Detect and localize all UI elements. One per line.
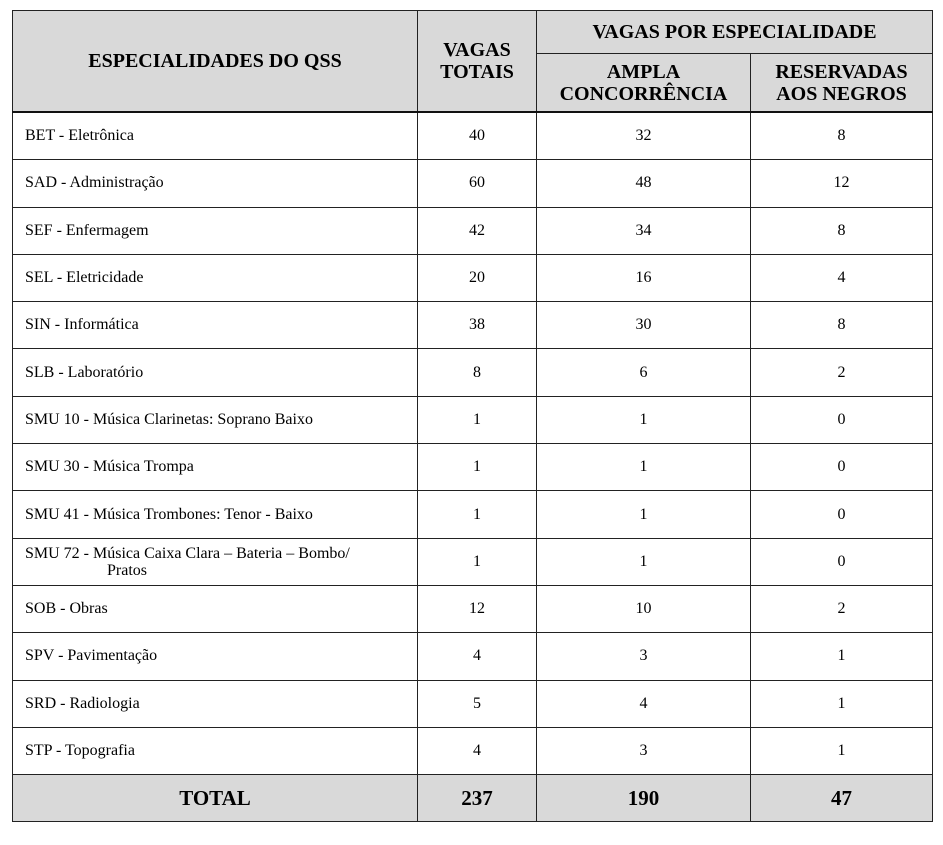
reservadas-cell: 8 — [751, 302, 933, 349]
ampla-cell: 48 — [537, 160, 751, 207]
especialidade-cell: SRD - Radiologia — [13, 680, 418, 727]
reservadas-cell: 1 — [751, 727, 933, 774]
reservadas-cell: 12 — [751, 160, 933, 207]
vagas-totais-cell: 8 — [418, 349, 537, 396]
vagas-totais-cell: 12 — [418, 585, 537, 632]
vagas-totais-cell: 38 — [418, 302, 537, 349]
especialidade-cell: BET - Eletrônica — [13, 112, 418, 160]
vagas-table — [12, 10, 933, 822]
especialidade-cell: STP - Topografia — [13, 727, 418, 774]
reservadas-cell: 8 — [751, 207, 933, 254]
especialidade-cell: SMU 10 - Música Clarinetas: Soprano Baixo — [13, 396, 418, 443]
ampla-cell: 30 — [537, 302, 751, 349]
vagas-totais-cell: 1 — [418, 491, 537, 538]
table-row — [13, 538, 933, 585]
table-row — [13, 444, 933, 491]
especialidade-cell: SAD - Administração — [13, 160, 418, 207]
vagas-totais-cell: 20 — [418, 254, 537, 301]
especialidade-cell: SEL - Eletricidade — [13, 254, 418, 301]
table-header — [13, 11, 933, 113]
table-row — [13, 302, 933, 349]
total-reservadas: 47 — [751, 775, 933, 822]
especialidade-cell: SLB - Laboratório — [13, 349, 418, 396]
table-row — [13, 349, 933, 396]
table-row — [13, 160, 933, 207]
table-row — [13, 727, 933, 774]
table-row — [13, 585, 933, 632]
ampla-cell: 10 — [537, 585, 751, 632]
especialidade-cell: SEF - Enfermagem — [13, 207, 418, 254]
reservadas-cell: 0 — [751, 538, 933, 585]
header-reservadas-aos-negros: RESERVADAS AOS NEGROS — [751, 54, 933, 113]
ampla-cell: 1 — [537, 444, 751, 491]
total-ampla: 190 — [537, 775, 751, 822]
ampla-cell: 3 — [537, 727, 751, 774]
header-vagas-totais: VAGAS TOTAIS — [418, 11, 537, 113]
document-page — [12, 10, 932, 822]
table-row — [13, 254, 933, 301]
ampla-cell: 34 — [537, 207, 751, 254]
total-label: TOTAL — [13, 775, 418, 822]
ampla-cell: 1 — [537, 396, 751, 443]
reservadas-cell: 2 — [751, 585, 933, 632]
header-especialidades: ESPECIALIDADES DO QSS — [13, 11, 418, 113]
reservadas-cell: 4 — [751, 254, 933, 301]
reservadas-cell: 1 — [751, 633, 933, 680]
vagas-totais-cell: 60 — [418, 160, 537, 207]
table-body — [13, 112, 933, 775]
reservadas-cell: 8 — [751, 112, 933, 160]
especialidade-cell: SMU 72 - Música Caixa Clara – Bateria – Bombo/ Pratos — [13, 538, 418, 585]
reservadas-cell: 0 — [751, 444, 933, 491]
table-row — [13, 396, 933, 443]
table-footer — [13, 775, 933, 822]
reservadas-cell: 0 — [751, 491, 933, 538]
vagas-totais-cell: 5 — [418, 680, 537, 727]
table-row — [13, 633, 933, 680]
especialidade-cell: SIN - Informática — [13, 302, 418, 349]
ampla-cell: 1 — [537, 538, 751, 585]
table-row — [13, 207, 933, 254]
ampla-cell: 32 — [537, 112, 751, 160]
table-row — [13, 112, 933, 160]
vagas-totais-cell: 40 — [418, 112, 537, 160]
especialidade-cell: SOB - Obras — [13, 585, 418, 632]
especialidade-cell: SMU 41 - Música Trombones: Tenor - Baixo — [13, 491, 418, 538]
total-row — [13, 775, 933, 822]
vagas-totais-cell: 1 — [418, 444, 537, 491]
reservadas-cell: 2 — [751, 349, 933, 396]
header-ampla-concorrencia: AMPLA CONCORRÊNCIA — [537, 54, 751, 113]
reservadas-cell: 0 — [751, 396, 933, 443]
table-row — [13, 491, 933, 538]
total-vagas-totais: 237 — [418, 775, 537, 822]
vagas-totais-cell: 42 — [418, 207, 537, 254]
vagas-totais-cell: 1 — [418, 538, 537, 585]
reservadas-cell: 1 — [751, 680, 933, 727]
vagas-totais-cell: 4 — [418, 727, 537, 774]
ampla-cell: 4 — [537, 680, 751, 727]
ampla-cell: 16 — [537, 254, 751, 301]
ampla-cell: 3 — [537, 633, 751, 680]
especialidade-cell: SPV - Pavimentação — [13, 633, 418, 680]
vagas-totais-cell: 4 — [418, 633, 537, 680]
ampla-cell: 1 — [537, 491, 751, 538]
especialidade-cell: SMU 30 - Música Trompa — [13, 444, 418, 491]
table-row — [13, 680, 933, 727]
ampla-cell: 6 — [537, 349, 751, 396]
header-vagas-por-especialidade: VAGAS POR ESPECIALIDADE — [537, 11, 933, 54]
vagas-totais-cell: 1 — [418, 396, 537, 443]
